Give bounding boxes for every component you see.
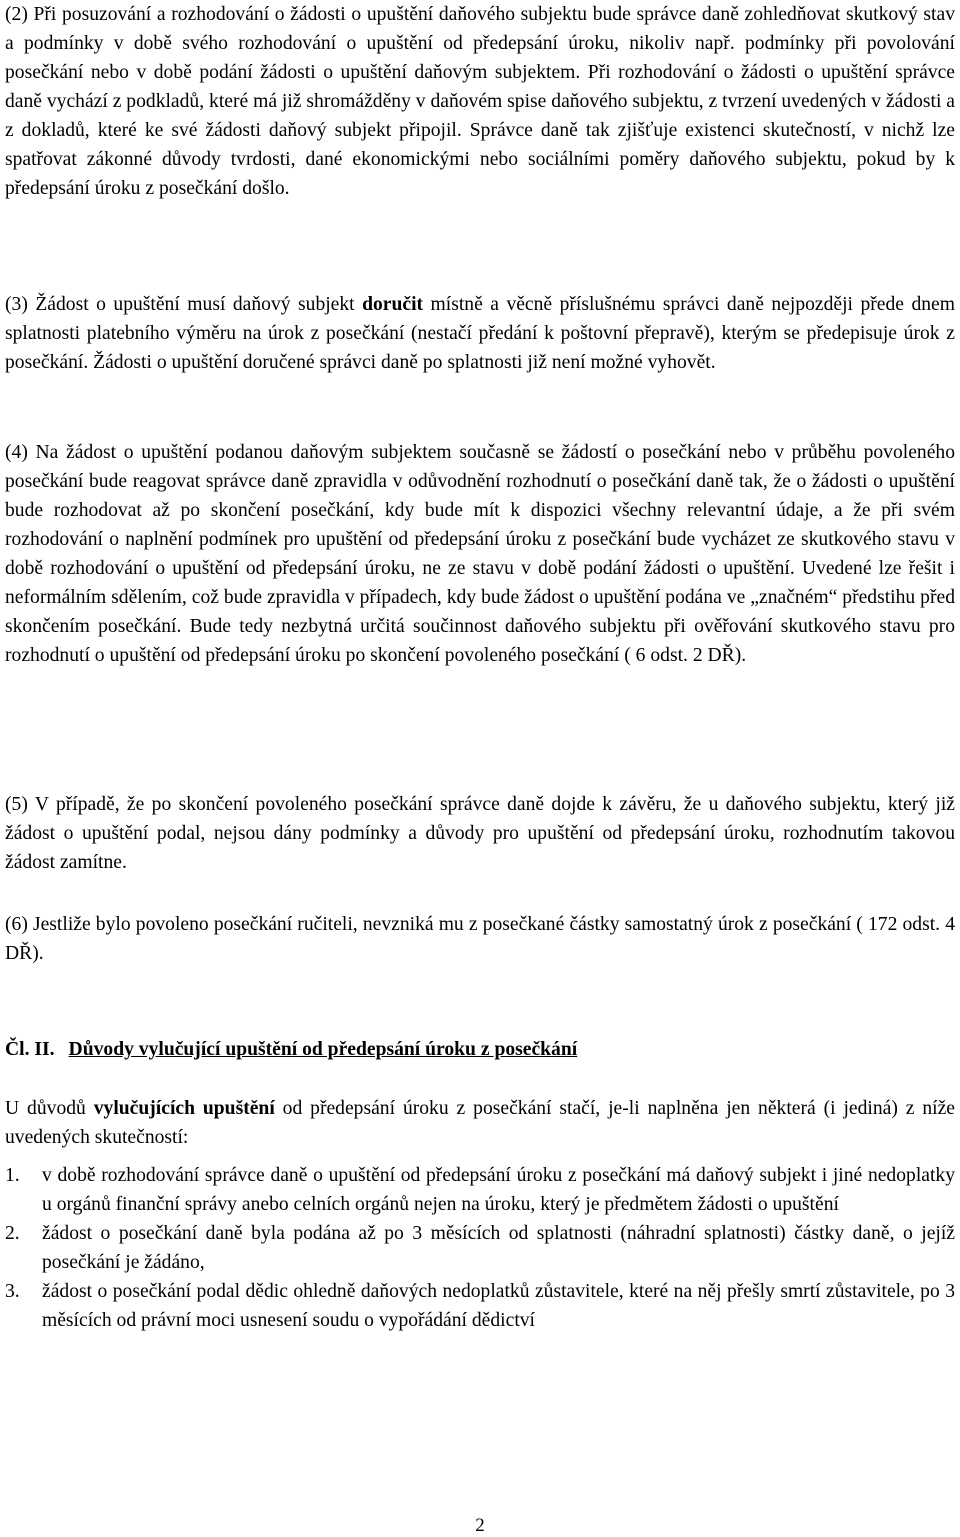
section-intro-text-end: od předepsání úroku z posečkání stačí, je-li naplněna jen některá (i jediná) z níže uvedených skutečností: [5, 1098, 955, 1148]
list-item-marker: 1. [5, 1165, 20, 1186]
section-number: Čl. II. [5, 1039, 55, 1060]
paragraph-3-emphasis: doručit [362, 294, 424, 315]
section-intro [5, 1094, 955, 1152]
paragraph-4 [5, 438, 955, 670]
list-item [5, 1219, 955, 1277]
list-item [5, 1161, 955, 1219]
list-item-text: žádost o posečkání podal dědic ohledně daňových nedoplatků zůstavitele, které na něj přešly smrtí zůstavitele, po 3 měsících od právní moci usnesení soudu o vypořádání dědictví [42, 1281, 955, 1331]
section-intro-text-start: U důvodů [5, 1098, 94, 1119]
reasons-list [5, 1161, 955, 1335]
paragraph-5 [5, 790, 955, 877]
section-heading [5, 1035, 955, 1064]
section-title: Důvody vylučující upuštění od předepsání úroku z posečkání [68, 1039, 578, 1060]
list-item-text: v době rozhodování správce daně o upuštění od předepsání úroku z posečkání má daňový subjekt i jiné nedoplatky u orgánů finanční správy anebo celních orgánů nejen na úroku, který je předmětem žádosti o upuštění [42, 1165, 955, 1215]
document-page [5, 0, 955, 1537]
list-item-marker: 3. [5, 1281, 20, 1302]
list-item-text: žádost o posečkání daně byla podána až po 3 měsících od splatnosti (náhradní splatnosti) částky daně, o jejíž posečkání je žádáno, [42, 1223, 955, 1273]
section-intro-emphasis: vylučujících upuštění [93, 1098, 275, 1119]
paragraph-6-text: (6) Jestliže bylo povoleno posečkání ručiteli, nevzniká mu z posečkané částky samostatný úrok z posečkání ( 172 odst. 4 DŘ). [5, 914, 955, 964]
paragraph-3-text-start: (3) Žádost o upuštění musí daňový subjekt [5, 294, 363, 315]
list-item [5, 1277, 955, 1335]
paragraph-6 [5, 910, 955, 968]
list-item-marker: 2. [5, 1223, 20, 1244]
page-number: 2 [475, 1515, 485, 1536]
paragraph-3 [5, 290, 955, 377]
paragraph-2-text: (2) Při posuzování a rozhodování o žádosti o upuštění daňového subjektu bude správce daně zohledňovat skutkový stav a podmínky v době svého rozhodování o upuštění od předepsání úroku, nikoliv např. podmínky při povolování posečkání nebo v době podání žádosti o upuštění daňovým subjektem. Při rozhodování o žádosti o upuštění správce daně vychází z podkladů, které má již shromážděny v daňovém spise daňového subjektu, z tvrzení uvedených v žádosti a z dokladů, které ke své žádosti daňový subjekt připojil. Správce daně tak zjišťuje existenci skutečností, v nichž lze spatřovat zákonné důvody tvrdosti, dané ekonomickými nebo sociálními poměry daňového subjektu, pokud by k předepsání úroku z posečkání došlo. [5, 4, 955, 199]
paragraph-2 [5, 0, 955, 203]
paragraph-4-text: (4) Na žádost o upuštění podanou daňovým subjektem současně se žádostí o posečkání nebo v průběhu povoleného posečkání bude reagovat správce daně zpravidla v odůvodnění rozhodnutí o posečkání daně tak, že o žádosti o upuštění bude rozhodovat až po skončení posečkání, kdy bude mít k dispozici všechny relevantní údaje, a že při svém rozhodování o naplnění podmínek pro upuštění od předepsání úroku z posečkání bude vycházet ze skutkového stavu v době rozhodování o upuštění od předepsání úroku, ne ze stavu v době podání žádosti o upuštění. Uvedené lze řešit i neformálním sdělením, což bude zpravidla v případech, kdy bude žádost o upuštění podána ve „značném“ předstihu před skončením posečkání. Bude tedy nezbytná určitá součinnost daňového subjektu při ověřování skutkového stavu pro rozhodnutí o upuštění od předepsání úroku po skončení povoleného posečkání ( 6 odst. 2 DŘ). [5, 442, 955, 666]
paragraph-5-text: (5) V případě, že po skončení povoleného posečkání správce daně dojde k závěru, že u daňového subjektu, který již žádost o upuštění podal, nejsou dány podmínky a důvody pro upuštění od předepsání úroku, rozhodnutím takovou žádost zamítne. [5, 794, 955, 873]
paragraph-3-text-end: místně a věcně příslušnému správci daně nejpozději přede dnem splatnosti platebního výměru na úrok z posečkání (nestačí předání k poštovní přepravě), kterým se předepisuje úrok z posečkání. Žádosti o upuštění doručené správci daně po splatnosti již není možné vyhovět. [5, 294, 955, 373]
